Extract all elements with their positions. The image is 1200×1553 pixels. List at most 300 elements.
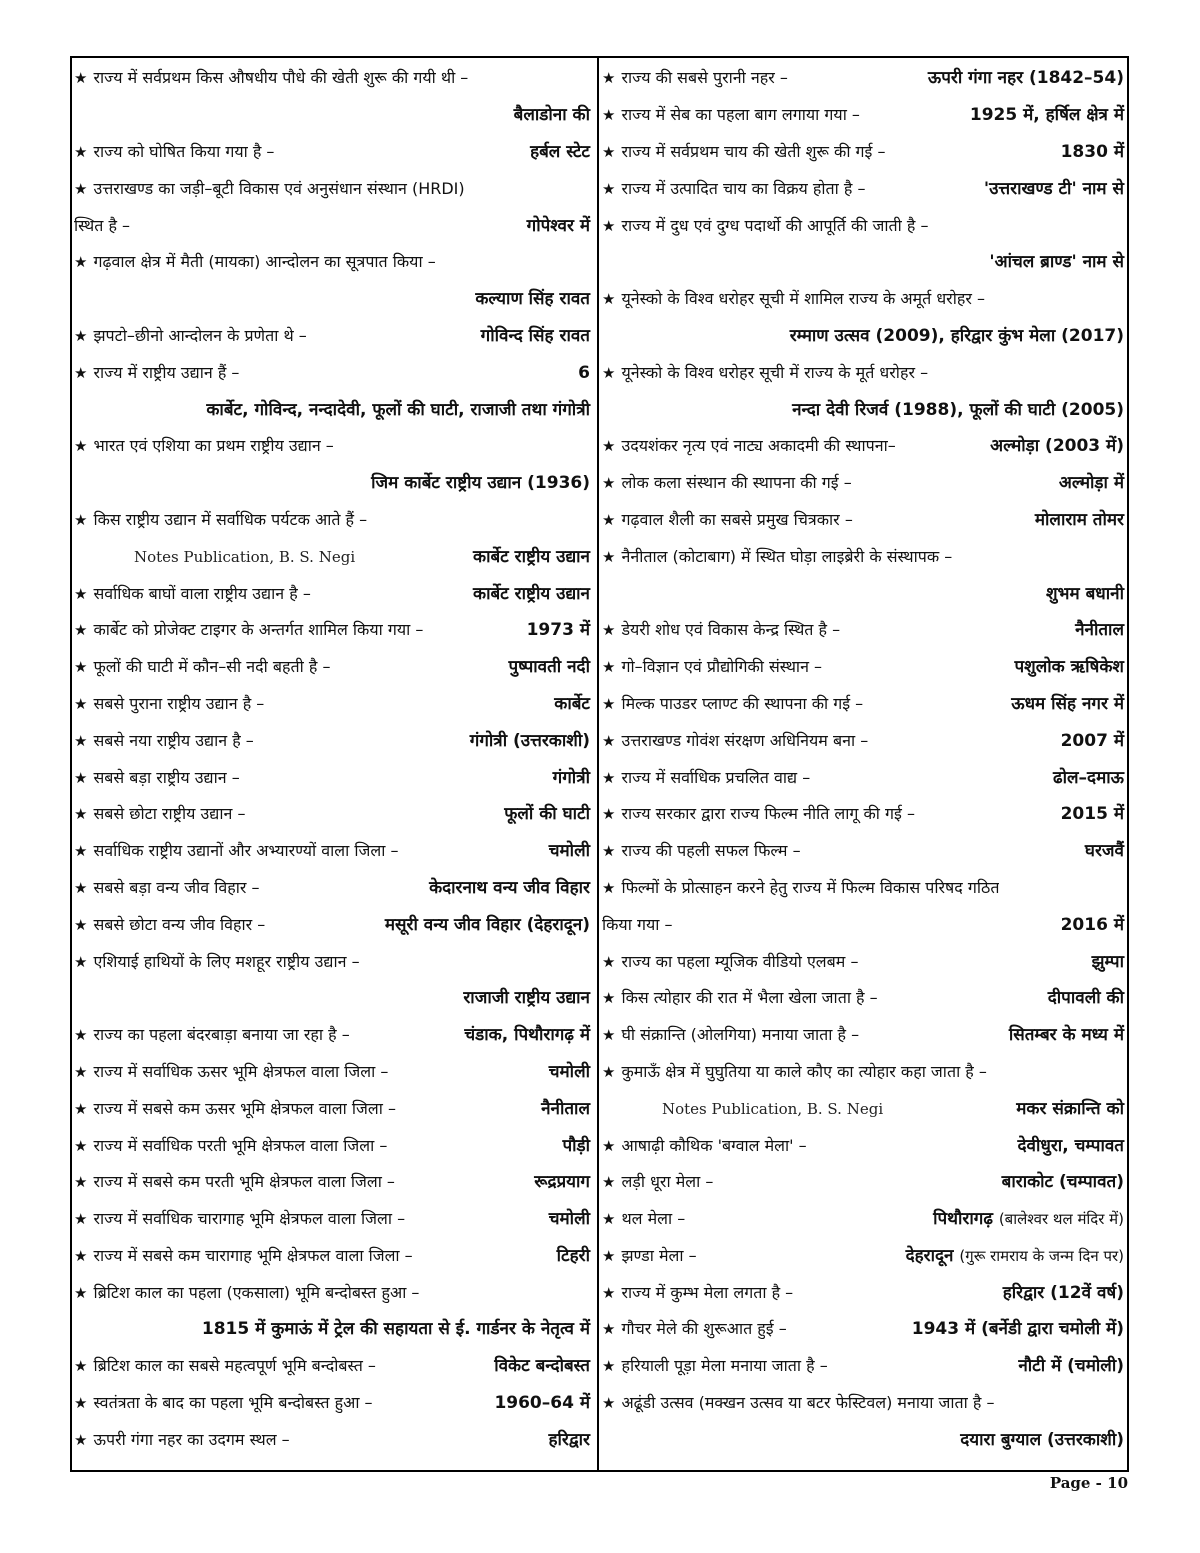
star-icon: ★ xyxy=(602,510,616,529)
question-text xyxy=(602,1246,697,1266)
answer-label: रम्माण उत्सव (2009), हरिद्वार कुंभ मेला (2017) xyxy=(789,325,1124,346)
answer-text xyxy=(1011,694,1124,714)
publisher-watermark: Notes Publication, B. S. Negi xyxy=(134,547,356,566)
star-icon: ★ xyxy=(602,989,616,1008)
question-text xyxy=(602,952,858,972)
qa-row xyxy=(602,1201,1124,1238)
star-icon: ★ xyxy=(74,69,88,88)
star-icon: ★ xyxy=(74,1246,88,1265)
question-label: उत्तराखण्ड गोवंश संरक्षण अधिनियम बना – xyxy=(621,730,869,750)
question-label: सर्वाधिक राष्ट्रीय उद्यानों और अभ्यारण्यों वाला जिला – xyxy=(93,841,399,861)
question-label: राज्य की सबसे पुरानी नहर – xyxy=(621,68,788,88)
star-icon: ★ xyxy=(602,1210,616,1229)
star-icon: ★ xyxy=(602,1026,616,1045)
answer-text xyxy=(514,105,590,125)
question-label: मिल्क पाउडर प्लाण्ट की स्थापना की गई – xyxy=(621,693,864,713)
star-icon: ★ xyxy=(74,142,88,161)
answer-label: 1925 में, हर्षिल क्षेत्र में xyxy=(969,105,1124,126)
star-icon: ★ xyxy=(74,621,88,640)
answer-text xyxy=(1092,952,1124,972)
qa-row xyxy=(602,1127,1124,1164)
answer-label: गोपेश्वर में xyxy=(526,215,590,236)
question-text xyxy=(74,179,465,199)
question-text xyxy=(74,1172,395,1192)
question-text xyxy=(74,584,311,604)
answer-label: जिम कार्बेट राष्ट्रीय उद्यान (1936) xyxy=(371,473,590,494)
question-text xyxy=(602,988,878,1008)
star-icon: ★ xyxy=(602,621,616,640)
question-text xyxy=(602,142,886,162)
question-text xyxy=(74,620,423,640)
question-label: थल मेला – xyxy=(621,1209,686,1229)
answer-label: अल्मोड़ा (2003 में) xyxy=(990,436,1124,457)
question-label: सबसे नया राष्ट्रीय उद्यान है – xyxy=(93,730,254,750)
answer-text xyxy=(1016,1099,1124,1119)
answer-label: 1943 में (बर्नेडी द्वारा चमोली में) xyxy=(911,1319,1124,1340)
answer-label: कार्बेट, गोविन्द, नन्दादेवी, फूलों की घाटी, राजाजी तथा गंगोत्री xyxy=(206,399,590,420)
star-icon: ★ xyxy=(602,1283,616,1302)
answer-label: मकर संक्रान्ति को xyxy=(1016,1098,1124,1119)
qa-row xyxy=(74,134,590,171)
question-label: राज्य में राष्ट्रीय उद्यान हैं – xyxy=(93,362,240,382)
answer-text xyxy=(464,1025,590,1045)
star-icon: ★ xyxy=(602,768,616,787)
star-icon: ★ xyxy=(602,1394,616,1413)
answer-text xyxy=(1061,142,1124,162)
question-label: राज्य में कुम्भ मेला लगता है – xyxy=(621,1282,794,1302)
question-label: राज्य में सर्वाधिक चारागाह भूमि क्षेत्रफल वाला जिला – xyxy=(93,1209,406,1229)
question-text xyxy=(74,1430,290,1450)
answer-text xyxy=(549,841,590,861)
question-label: राज्य का पहला बंदरबाड़ा बनाया जा रहा है – xyxy=(93,1025,350,1045)
answer-text xyxy=(527,620,590,640)
answer-label: 1815 में कुमाऊं में ट्रेल की सहायता से ई. गार्डनर के नेतृत्व में xyxy=(201,1319,590,1340)
question-label: सबसे बड़ा राष्ट्रीय उद्यान – xyxy=(93,767,240,787)
answer-text xyxy=(960,1430,1124,1450)
star-icon: ★ xyxy=(602,290,616,309)
star-icon: ★ xyxy=(74,1430,88,1449)
question-label: राज्य का पहला म्यूजिक वीडियो एलबम – xyxy=(621,951,859,971)
star-icon: ★ xyxy=(602,474,616,493)
answer-label: नन्दा देवी रिजर्व (1988), फूलों की घाटी (2005) xyxy=(792,399,1124,420)
star-icon: ★ xyxy=(74,805,88,824)
qa-row xyxy=(74,1017,590,1054)
question-label: राज्य में सर्वाधिक ऊसर भूमि क्षेत्रफल वाला जिला – xyxy=(93,1061,389,1081)
star-icon: ★ xyxy=(74,768,88,787)
star-icon: ★ xyxy=(74,584,88,603)
answer-text xyxy=(541,1099,590,1119)
answer-text xyxy=(990,436,1124,456)
answer-label: देहरादून xyxy=(905,1245,954,1266)
answer-text xyxy=(481,326,590,346)
answer-text xyxy=(970,105,1124,125)
star-icon: ★ xyxy=(74,915,88,934)
right-column xyxy=(602,60,1124,1458)
question-label: लड़ी धूरा मेला – xyxy=(621,1172,714,1192)
question-label: राज्य में सर्वाधिक प्रचलित वाद्य – xyxy=(621,767,811,787)
qa-row xyxy=(74,796,590,833)
qa-row xyxy=(74,722,590,759)
answer-text xyxy=(470,731,590,751)
answer-text xyxy=(530,142,590,162)
qa-row xyxy=(602,354,1124,391)
qa-row xyxy=(74,538,590,575)
qa-row xyxy=(74,1054,590,1091)
question-text xyxy=(602,1172,713,1192)
question-label: राज्य को घोषित किया गया है – xyxy=(93,141,275,161)
question-text xyxy=(74,878,260,898)
question-label: किया गया – xyxy=(602,914,673,934)
answer-label: नैनीताल xyxy=(1075,620,1124,641)
answer-label: बाराकोट (चम्पावत) xyxy=(1001,1172,1124,1193)
star-icon: ★ xyxy=(74,253,88,272)
answer-text xyxy=(989,252,1124,272)
qa-row xyxy=(602,759,1124,796)
answer-text xyxy=(473,547,590,567)
star-icon: ★ xyxy=(74,952,88,971)
question-label: राज्य में सबसे कम परती भूमि क्षेत्रफल वाला जिला – xyxy=(93,1172,395,1192)
question-label: कार्बेट को प्रोजेक्ट टाइगर के अन्तर्गत शामिल किया गया – xyxy=(93,620,424,640)
answer-text xyxy=(578,363,590,383)
qa-row xyxy=(74,759,590,796)
answer-text xyxy=(1053,768,1124,788)
qa-row xyxy=(602,465,1124,502)
star-icon: ★ xyxy=(602,805,616,824)
question-text xyxy=(74,731,254,751)
answer-label: पशुलोक ऋषिकेश xyxy=(1014,657,1124,678)
question-text xyxy=(602,620,840,640)
question-label: राज्य में उत्पादित चाय का विक्रय होता है – xyxy=(621,178,866,198)
qa-row xyxy=(602,502,1124,539)
answer-label: कार्बेट राष्ट्रीय उद्यान xyxy=(473,546,590,567)
qa-row xyxy=(74,1238,590,1275)
question-label: राज्य में सबसे कम चारागाह भूमि क्षेत्रफल वाला जिला – xyxy=(93,1245,413,1265)
answer-text xyxy=(933,1209,1124,1229)
star-icon: ★ xyxy=(602,658,616,677)
answer-text xyxy=(549,1209,590,1229)
question-label: गढ़वाल क्षेत्र में मैती (मायका) आन्दोलन का सूत्रपात किया – xyxy=(93,252,436,272)
qa-row xyxy=(74,1274,590,1311)
question-label: हरियाली पूड़ा मेला मनाया जाता है – xyxy=(621,1356,828,1376)
star-icon: ★ xyxy=(74,437,88,456)
question-text xyxy=(602,1356,828,1376)
question-label: फिल्मों के प्रोत्साहन करने हेतु राज्य में फिल्म विकास परिषद गठित xyxy=(621,877,1000,897)
qa-row xyxy=(74,1201,590,1238)
qa-row xyxy=(74,391,590,428)
star-icon: ★ xyxy=(602,952,616,971)
qa-row xyxy=(74,1421,590,1458)
qa-row xyxy=(74,60,590,97)
star-icon: ★ xyxy=(74,1026,88,1045)
star-icon: ★ xyxy=(74,1173,88,1192)
qa-row xyxy=(602,980,1124,1017)
question-text xyxy=(74,657,330,677)
star-icon: ★ xyxy=(602,1062,616,1081)
star-icon: ★ xyxy=(602,363,616,382)
answer-label: 1830 में xyxy=(1060,141,1124,162)
question-label: एशियाई हाथियों के लिए मशहूर राष्ट्रीय उद्यान – xyxy=(93,951,360,971)
qa-row xyxy=(74,281,590,318)
question-text xyxy=(602,473,852,493)
star-icon: ★ xyxy=(74,731,88,750)
answer-text xyxy=(1061,731,1124,751)
answer-note: (गुरू रामराय के जन्म दिन पर) xyxy=(959,1246,1124,1265)
star-icon: ★ xyxy=(74,1136,88,1155)
star-icon: ★ xyxy=(602,878,616,897)
qa-row xyxy=(602,1421,1124,1458)
answer-label: राजाजी राष्ट्रीय उद्यान xyxy=(463,988,590,1009)
answer-label: शुभम बधानी xyxy=(1046,583,1124,604)
star-icon: ★ xyxy=(602,179,616,198)
question-text xyxy=(74,142,274,162)
star-icon: ★ xyxy=(602,1246,616,1265)
answer-text xyxy=(1061,915,1124,935)
answer-label: हरिद्वार (12वें वर्ष) xyxy=(1002,1282,1124,1303)
answer-label: चमोली xyxy=(548,1061,590,1082)
answer-label: ढोल–दमाऊ xyxy=(1053,767,1124,788)
answer-text xyxy=(1018,1136,1125,1156)
qa-row xyxy=(74,428,590,465)
question-text xyxy=(74,1062,388,1082)
question-label: राज्य में सर्वप्रथम चाय की खेती शुरू की गई – xyxy=(621,141,886,161)
question-label: ब्रिटिश काल का पहला (एकसाला) भूमि बन्दोबस्त हुआ – xyxy=(93,1282,420,1302)
qa-row xyxy=(74,354,590,391)
question-text xyxy=(74,1356,376,1376)
answer-text xyxy=(912,1319,1124,1339)
question-text xyxy=(74,1025,350,1045)
answer-label: 'आंचल ब्राण्ड' नाम से xyxy=(989,252,1124,273)
qa-row xyxy=(74,1385,590,1422)
answer-text xyxy=(554,694,590,714)
answer-text xyxy=(475,289,590,309)
answer-label: फूलों की घाटी xyxy=(504,804,590,825)
question-label: भारत एवं एशिया का प्रथम राष्ट्रीय उद्यान – xyxy=(93,436,334,456)
question-text xyxy=(602,216,928,236)
star-icon: ★ xyxy=(602,216,616,235)
qa-row xyxy=(74,1311,590,1348)
answer-label: झुम्पा xyxy=(1091,951,1124,972)
qa-row xyxy=(74,686,590,723)
answer-text xyxy=(906,1246,1124,1266)
answer-text xyxy=(494,1393,590,1413)
qa-row xyxy=(602,60,1124,97)
question-label: गौचर मेले की शुरूआत हुई – xyxy=(621,1319,787,1339)
question-label: झण्डा मेला – xyxy=(621,1245,697,1265)
qa-row xyxy=(74,97,590,134)
question-label: कुमाऊँ क्षेत्र में घुघुतिया या काले कौए का त्योहार कहा जाता है – xyxy=(621,1061,987,1081)
answer-text xyxy=(463,988,590,1008)
qa-row xyxy=(602,612,1124,649)
star-icon: ★ xyxy=(74,842,88,861)
star-icon: ★ xyxy=(74,326,88,345)
qa-row xyxy=(74,980,590,1017)
answer-label: चमोली xyxy=(548,841,590,862)
answer-label: हर्बल स्टेट xyxy=(530,141,590,162)
answer-label: गंगोत्री xyxy=(552,767,590,788)
answer-text xyxy=(1002,1172,1124,1192)
question-text xyxy=(602,804,915,824)
qa-row xyxy=(74,465,590,502)
question-text xyxy=(74,952,360,972)
qa-row xyxy=(602,97,1124,134)
qa-row xyxy=(74,1127,590,1164)
question-text xyxy=(602,1209,685,1229)
qa-row xyxy=(602,686,1124,723)
answer-label: घरजवैं xyxy=(1084,841,1124,862)
question-label: लोक कला संस्थान की स्थापना की गई – xyxy=(621,473,852,493)
question-label: सबसे पुराना राष्ट्रीय उद्यान है – xyxy=(93,693,265,713)
qa-row xyxy=(602,1238,1124,1275)
answer-label: ऊपरी गंगा नहर (1842–54) xyxy=(927,68,1124,89)
question-text xyxy=(74,216,130,236)
question-label: किस राष्ट्रीय उद्यान में सर्वाधिक पर्यटक आते हैं – xyxy=(93,509,368,529)
answer-label: टिहरी xyxy=(556,1245,590,1266)
answer-label: 2007 में xyxy=(1060,730,1124,751)
question-text xyxy=(74,1393,373,1413)
question-text xyxy=(602,768,810,788)
qa-row xyxy=(602,1017,1124,1054)
answer-text xyxy=(1059,473,1124,493)
question-label: आषाढ़ी कौथिक 'बग्वाल मेला' – xyxy=(621,1135,807,1155)
qa-row xyxy=(602,870,1124,907)
answer-label: बैलाडोना की xyxy=(513,105,590,126)
qa-row xyxy=(602,1348,1124,1385)
answer-text xyxy=(1085,841,1124,861)
question-text xyxy=(74,841,398,861)
question-label: सबसे छोटा वन्य जीव विहार – xyxy=(93,914,266,934)
qa-row xyxy=(602,1311,1124,1348)
answer-label: कार्बेट xyxy=(554,693,590,714)
question-text xyxy=(602,1319,787,1339)
qa-row xyxy=(602,134,1124,171)
answer-label: नौटी में (चमोली) xyxy=(1018,1356,1124,1377)
question-text xyxy=(602,289,985,309)
question-label: राज्य में सर्वाधिक परती भूमि क्षेत्रफल वाला जिला – xyxy=(93,1135,388,1155)
question-label: उत्तराखण्ड का जड़ी–बूटी विकास एवं अनुसंधान संस्थान (HRDI) xyxy=(93,178,465,198)
question-label: नैनीताल (कोटाबाग) में स्थित घोड़ा लाइब्रेरी के संस्थापक – xyxy=(621,546,953,566)
qa-row xyxy=(74,943,590,980)
question-text xyxy=(602,105,860,125)
answer-label: पुष्पावती नदी xyxy=(508,657,590,678)
qa-row xyxy=(74,1164,590,1201)
question-label: राज्य सरकार द्वारा राज्य फिल्म नीति लागू की गई – xyxy=(621,804,915,824)
answer-text xyxy=(1015,657,1124,677)
question-label: राज्य में सर्वप्रथम किस औषधीय पौधे की खेती शुरू की गयी थी – xyxy=(93,68,469,88)
question-text xyxy=(602,510,853,530)
answer-label: दयारा बुग्याल (उत्तरकाशी) xyxy=(960,1429,1124,1450)
answer-text xyxy=(429,878,590,898)
answer-text xyxy=(1009,1025,1124,1045)
question-label: राज्य की पहली सफल फिल्म – xyxy=(621,841,801,861)
question-label: उदयशंकर नृत्य एवं नाट्य अकादमी की स्थापना– xyxy=(621,436,896,456)
star-icon: ★ xyxy=(74,1357,88,1376)
star-icon: ★ xyxy=(602,1136,616,1155)
qa-row xyxy=(602,722,1124,759)
answer-label: विकेट बन्दोबस्त xyxy=(494,1356,590,1377)
answer-label: केदारनाथ वन्य जीव विहार xyxy=(429,877,590,898)
question-label: सबसे बड़ा वन्य जीव विहार – xyxy=(93,877,260,897)
star-icon: ★ xyxy=(74,1394,88,1413)
answer-text xyxy=(1003,1283,1124,1303)
question-label: फूलों की घाटी में कौन–सी नदी बहती है – xyxy=(93,657,331,677)
question-text xyxy=(602,841,801,861)
star-icon: ★ xyxy=(602,547,616,566)
qa-row xyxy=(74,1348,590,1385)
question-text xyxy=(602,657,822,677)
star-icon: ★ xyxy=(74,658,88,677)
qa-row xyxy=(602,906,1124,943)
star-icon: ★ xyxy=(602,437,616,456)
qa-row xyxy=(602,1054,1124,1091)
answer-text xyxy=(508,657,590,677)
answer-text xyxy=(527,216,590,236)
qa-row xyxy=(602,207,1124,244)
answer-label: रूद्रप्रयाग xyxy=(534,1172,590,1193)
question-text xyxy=(74,1246,413,1266)
question-text xyxy=(602,694,863,714)
question-label: गो–विज्ञान एवं प्रौद्योगिकी संस्थान – xyxy=(621,657,823,677)
question-text xyxy=(602,1062,987,1082)
answer-text xyxy=(548,1430,590,1450)
answer-label: हरिद्वार xyxy=(548,1429,590,1450)
answer-text xyxy=(206,400,590,420)
question-label: ऊपरी गंगा नहर का उदगम स्थल – xyxy=(93,1429,290,1449)
qa-row xyxy=(74,870,590,907)
answer-label: कार्बेट राष्ट्रीय उद्यान xyxy=(473,583,590,604)
question-text xyxy=(602,1393,994,1413)
answer-text xyxy=(504,804,590,824)
question-text xyxy=(602,915,672,935)
question-text xyxy=(74,1283,419,1303)
answer-label: चंडाक, पिथौरागढ़ में xyxy=(464,1025,590,1046)
question-text xyxy=(74,68,468,88)
star-icon: ★ xyxy=(602,694,616,713)
question-text xyxy=(74,363,239,383)
question-label: अढूंडी उत्सव (मक्खन उत्सव या बटर फेस्टिवल) मनाया जाता है – xyxy=(621,1393,995,1413)
answer-label: 6 xyxy=(578,362,590,383)
question-text xyxy=(74,1099,396,1119)
answer-label: अल्मोड़ा में xyxy=(1058,473,1124,494)
question-text xyxy=(74,436,334,456)
question-label: राज्य में दुध एवं दुग्ध पदार्थो की आपूर्ति की जाती है – xyxy=(621,215,929,235)
star-icon: ★ xyxy=(74,1099,88,1118)
question-label: राज्य में सेब का पहला बाग लगाया गया – xyxy=(621,105,860,125)
answer-label: गंगोत्री (उत्तरकाशी) xyxy=(469,730,590,751)
star-icon: ★ xyxy=(602,731,616,750)
qa-row xyxy=(602,649,1124,686)
answer-text xyxy=(534,1172,590,1192)
question-label: स्थित है – xyxy=(74,215,131,235)
answer-label: ऊधम सिंह नगर में xyxy=(1011,693,1124,714)
question-text xyxy=(602,731,868,751)
answer-label: 2015 में xyxy=(1060,804,1124,825)
question-text xyxy=(602,547,952,567)
answer-label: सितम्बर के मध्य में xyxy=(1008,1025,1124,1046)
left-column xyxy=(74,60,590,1458)
question-text xyxy=(74,1136,387,1156)
question-label: यूनेस्को के विश्व धरोहर सूची में शामिल राज्य के अमूर्त धरोहर – xyxy=(621,289,985,309)
star-icon: ★ xyxy=(74,363,88,382)
answer-label: 'उत्तराखण्ड टी' नाम से xyxy=(983,178,1124,199)
answer-text xyxy=(385,915,590,935)
publisher-watermark: Notes Publication, B. S. Negi xyxy=(662,1099,884,1118)
qa-row xyxy=(602,318,1124,355)
page-number: Page - 10 xyxy=(1049,1474,1128,1492)
answer-text xyxy=(494,1356,590,1376)
qa-row xyxy=(74,502,590,539)
qa-row xyxy=(74,906,590,943)
answer-label: देवीधुरा, चम्पावत xyxy=(1017,1135,1124,1156)
